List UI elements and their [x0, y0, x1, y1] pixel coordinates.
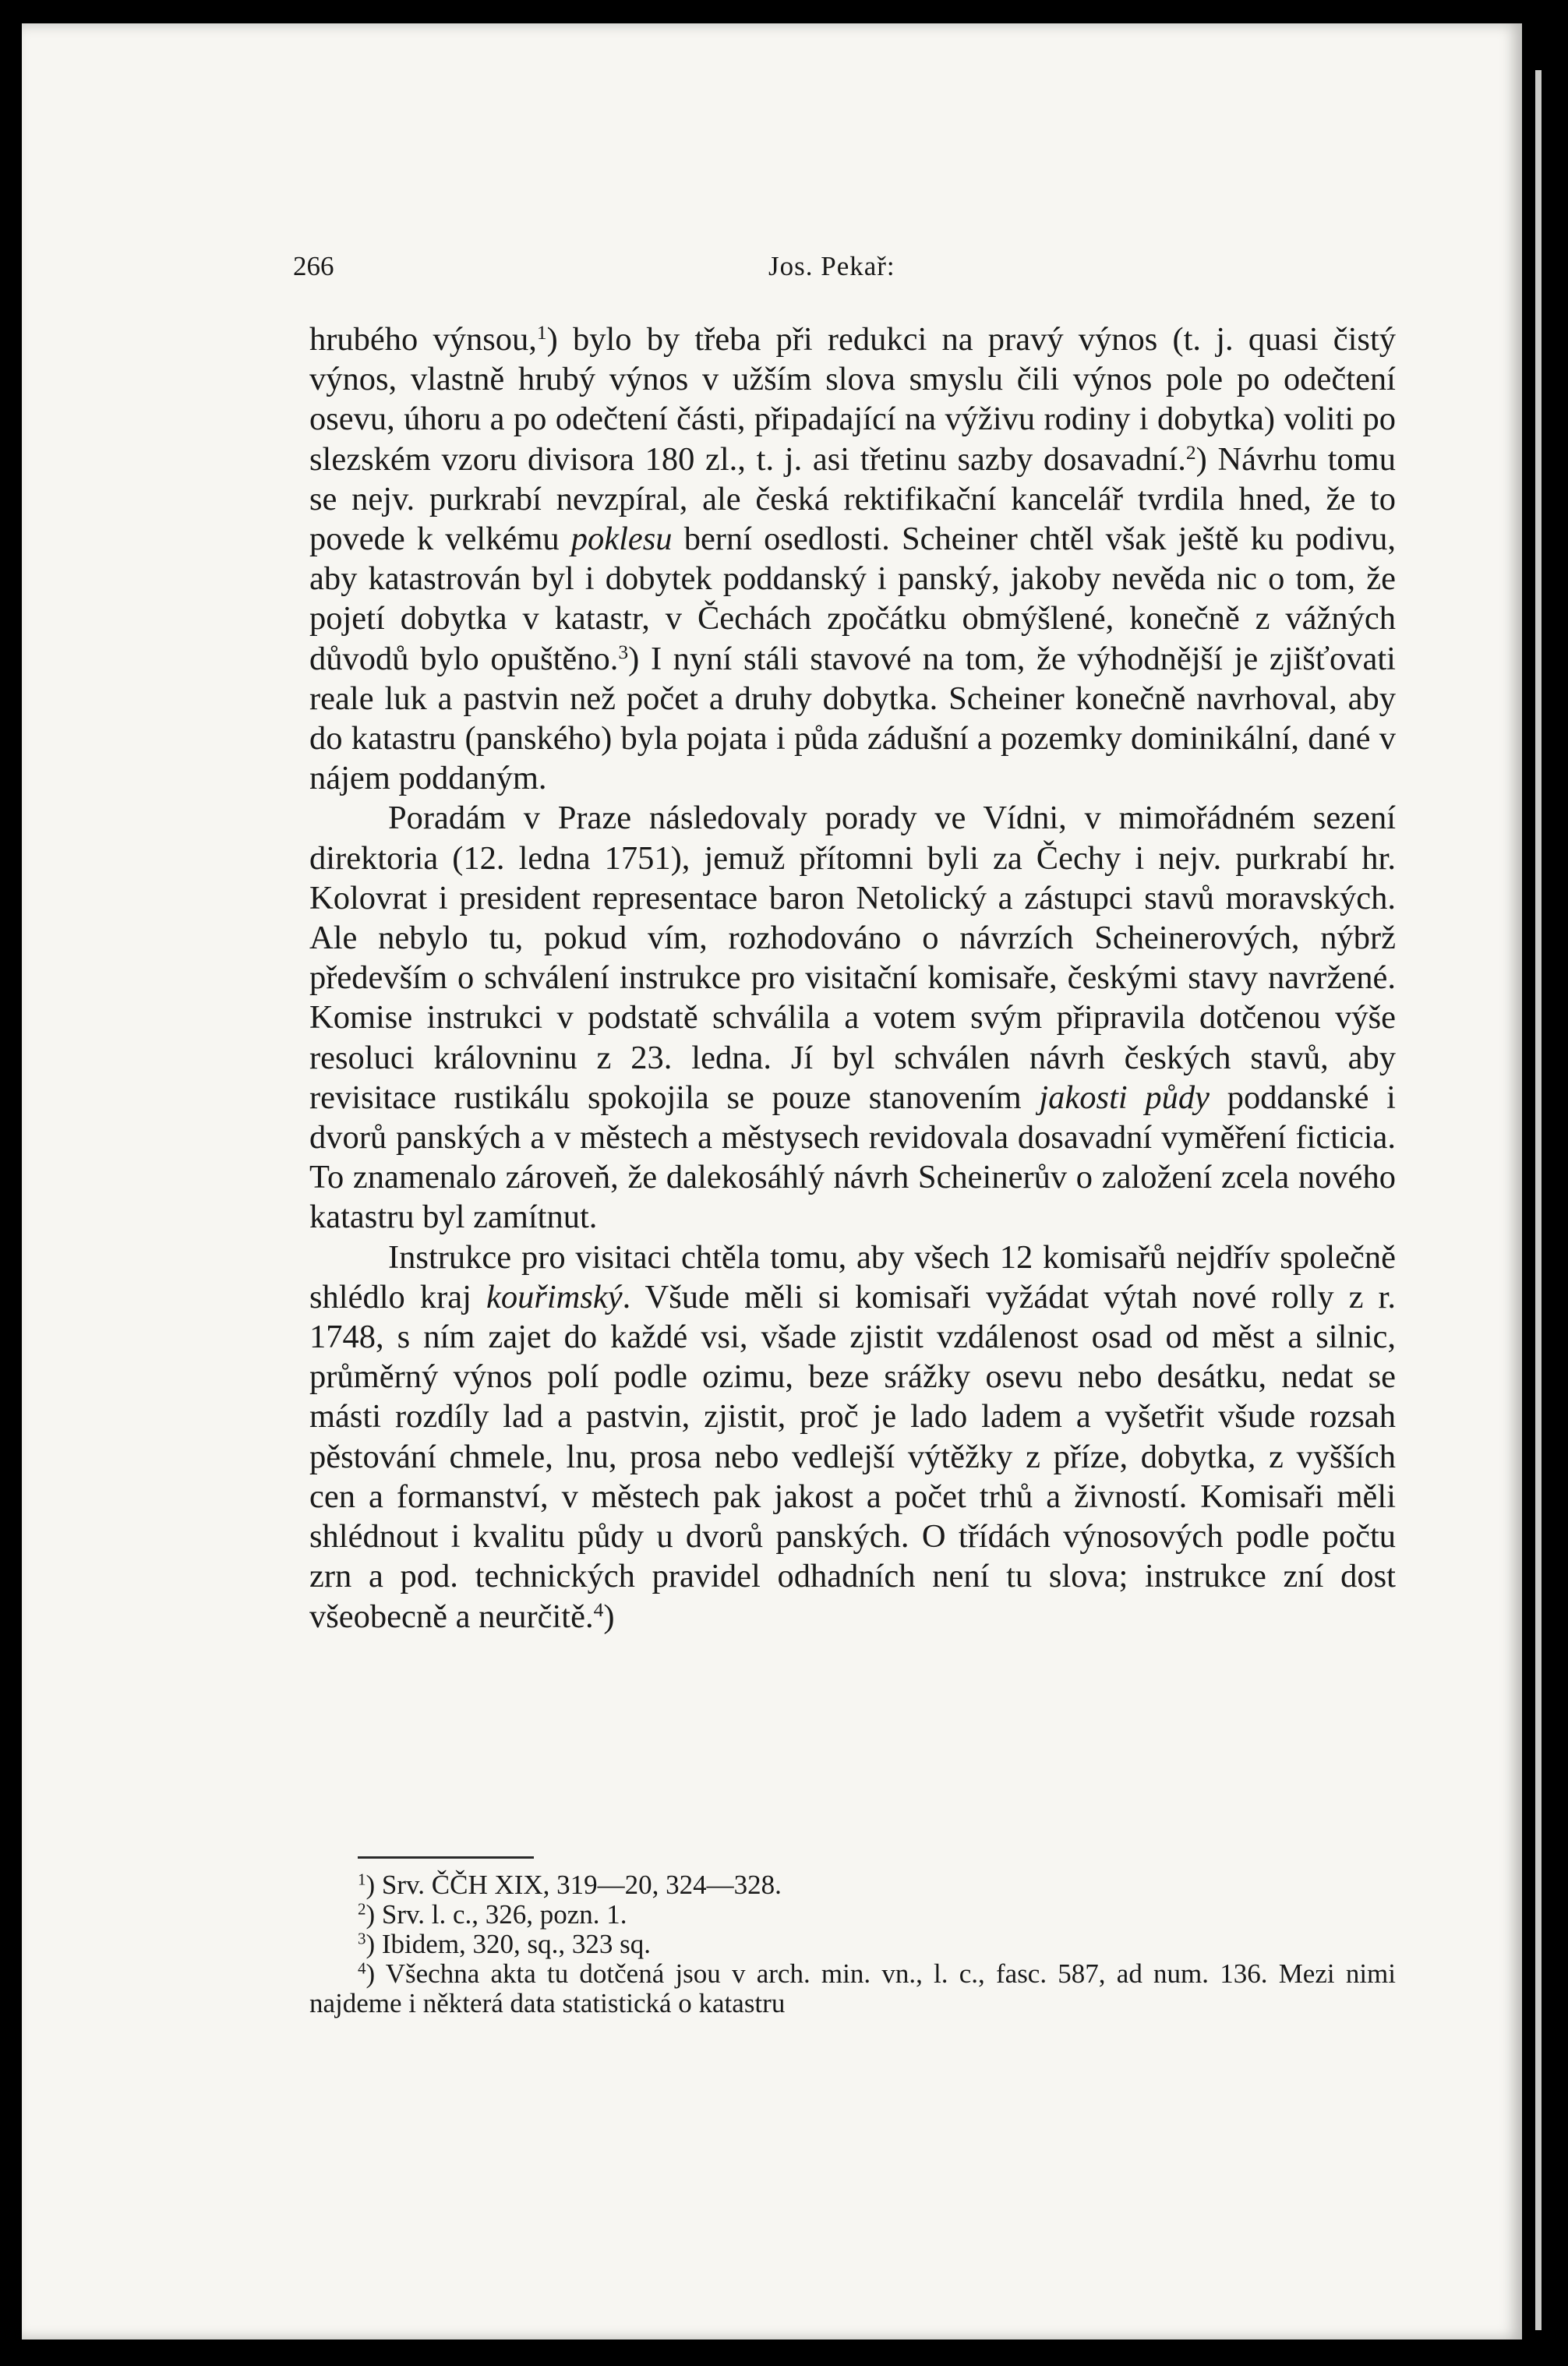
text-run: )	[603, 1598, 615, 1635]
footnote-text: ) Všechna akta tu dotčená jsou v arch. min. vn., l. c., fasc. 587, ad num. 136. Mezi nimi najdeme i některá data statistická o katastru	[309, 1958, 1396, 2018]
footnote-3	[309, 1930, 1396, 1959]
italic-term: poklesu	[570, 521, 673, 558]
footnote-text: ) Srv. ČČH XIX, 319—20, 324—328.	[366, 1870, 782, 1900]
running-title: Jos. Pekař:	[768, 251, 895, 281]
paragraph-2	[309, 798, 1396, 1237]
body-text	[309, 320, 1396, 1637]
page-number: 266	[293, 251, 334, 281]
text-run: Instrukce pro visitaci chtěla tomu, aby všech 12 komisařů nejdřív společně shlédlo kraj	[309, 1238, 1396, 1315]
italic-term: kouřimský	[486, 1278, 623, 1315]
footnote-2	[309, 1900, 1396, 1930]
footnote-4	[309, 1959, 1396, 2018]
text-run: ) bylo by třeba při redukci na pravý výnos (t. j. quasi čistý výnos, vlastně hrubý výnos v užším slova smyslu čili výnos pole po odečtení osevu, úhoru a po odečtení části, připadající na výživu rodiny i dobytka) voliti po slezském vzoru divisora 180 zl., t. j. asi třetinu sazby dosavadní.	[309, 321, 1397, 478]
footnote-1	[309, 1870, 1396, 1900]
footnote-mark: 2	[358, 1899, 366, 1919]
footnote-text: ) Srv. l. c., 326, pozn. 1.	[366, 1899, 627, 1930]
footnote-mark: 4	[358, 1958, 366, 1978]
footnote-ref-2: 2	[1185, 440, 1196, 464]
text-run: berní osedlosti. Scheiner chtěl však ještě ku podivu, aby katastrován byl i dobytek poddanský i panský, jakoby nevěda nic o tom, že pojetí dobytka v katastr, v Čechách zpočátku obmýšlené, konečně z vážných důvodů bylo opuštěno.	[309, 521, 1396, 677]
footnote-text: ) Ibidem, 320, sq., 323 sq.	[366, 1929, 652, 1959]
text-run: Poradám v Praze následovaly porady ve Vídni, v mimořádném sezení direktoria (12. ledna 1751), jemuž přítomni byli za Čechy i nejv. purkrabí hr. Kolovrat i president representace baron Netolický a zástupci stavů moravských. Ale nebylo tu, pokud vím, rozhodováno o návrzích Scheinerových, nýbrž především o schválení instrukce pro visitační komisaře, českými stavy navržené. Komise instrukci v podstatě schválila a votem svým připravila dotčenou výše resoluci královninu z 23. ledna. Jí byl schválen návrh českých stavů, aby revisitace rustikálu spokojila se pouze stanovením	[309, 800, 1396, 1116]
footnote-mark: 1	[358, 1870, 366, 1889]
text-run: . Všude měli si komisaři vyžádat výtah nové rolly z r. 1748, s ním zajet do každé vsi, všade zjistit vzdálenost osad od měst a silnic, průměrný výnos polí podle ozimu, beze srážky osevu nebo desátku, nedat se másti rozdíly lad a pastvin, zjistit, proč je lado ladem a vyšetřit všude rozsah pěstování chmele, lnu, prosa nebo vedlejší výtěžky z příze, dobytka, z vyšších cen a formanství, v městech pak jakost a počet trhů a živností. Komisaři měli shlédnout i kvalitu půdy u dvorů panských. O třídách výnosových podle počtu zrn a pod. technických pravidel odhadních není tu slova; instrukce zní dost všeobecně a neurčitě.	[309, 1278, 1396, 1635]
book-page	[22, 23, 1522, 2340]
text-run: ) I nyní stáli stavové na tom, že výhodnější je zjišťovati reale luk a pastvin než počet a druhy dobytka. Scheiner konečně navrhoval, aby do katastru (panského) byla pojata i půda zádušní a pozemky dominikální, dané v nájem poddaným.	[309, 640, 1396, 797]
footnote-ref-4: 4	[593, 1598, 604, 1621]
italic-term: jakosti půdy	[1039, 1079, 1210, 1116]
running-head	[22, 251, 1522, 298]
footnote-mark: 3	[358, 1929, 366, 1948]
text-run: ) Návrhu tomu se nejv. purkrabí nevzpíral, ale česká rektifikační kancelář tvrdila hned, že to povede k velkému	[309, 440, 1396, 558]
text-run: poddanské i dvorů panských a v městech a městysech revidovala dosavadní vyměření ficticia. To znamenalo zároveň, že dalekosáhlý návrh Scheinerův o založení zcela nového katastru byl zamítnut.	[309, 1079, 1396, 1236]
footnote-divider	[358, 1856, 534, 1859]
footnote-ref-3: 3	[618, 640, 629, 663]
footnotes	[309, 1870, 1396, 2018]
paragraph-3	[309, 1238, 1396, 1637]
paragraph-1	[309, 320, 1396, 798]
footnote-ref-1: 1	[536, 320, 547, 344]
text-run: hrubého výnsou,	[309, 321, 537, 358]
page-edge-shadow	[1535, 70, 1542, 2330]
